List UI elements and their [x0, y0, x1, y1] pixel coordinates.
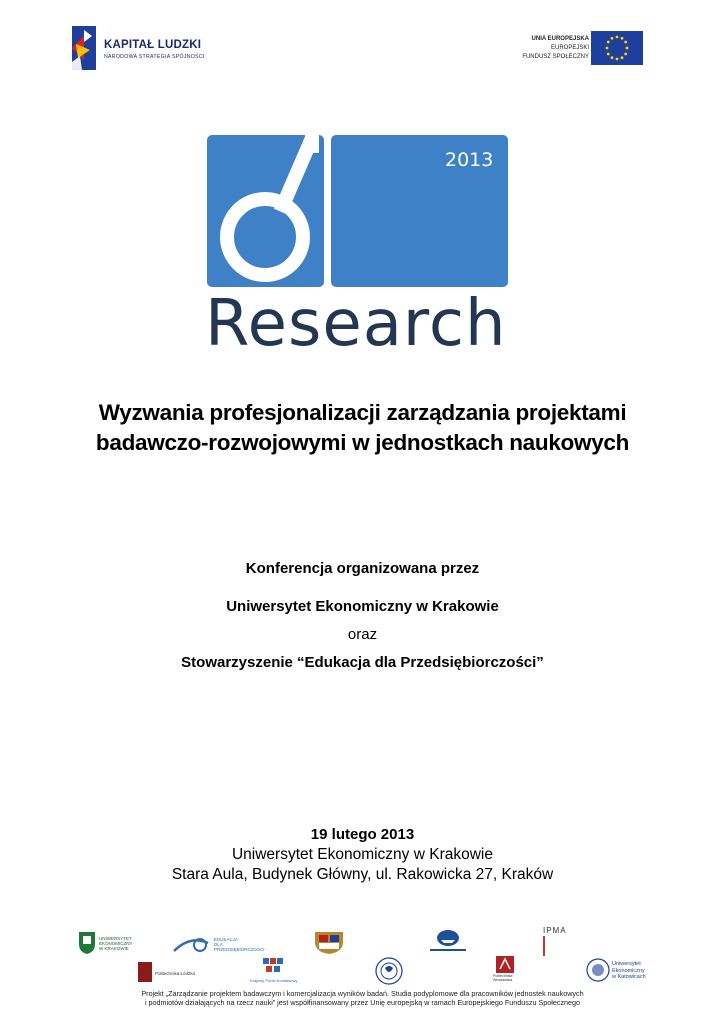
edukacja-line-3: PRZEDSIĘBIORCZOŚCI — [214, 947, 265, 952]
edukacja-logo — [172, 933, 265, 955]
title-line-2: badawczo-rozwojowymi w jednostkach naukowych — [95, 430, 630, 455]
footer-note — [80, 990, 645, 1007]
event-date: 19 lutego 2013 — [310, 826, 415, 843]
politechnika-wroclawska-logo — [493, 956, 519, 984]
ipma-bar-icon — [543, 936, 545, 956]
pl-emblem-icon — [138, 962, 152, 982]
event-host: Uniwersytet Ekonomiczny w Krakowie — [231, 846, 493, 863]
eu-flag-icon — [591, 31, 643, 65]
uek-line-1: UNIWERSYTET — [99, 936, 132, 941]
document-title — [40, 398, 685, 458]
ship-emblem-icon — [436, 929, 460, 947]
uekat-line-3: w Katowicach — [612, 974, 646, 980]
title-line-1: Wyzwania profesjonalizacji zarządzania projektami — [98, 400, 627, 425]
uek-logo — [78, 930, 148, 956]
maritime-logo — [430, 929, 466, 955]
eu-line2: EUROPEJSKI — [550, 45, 589, 51]
ipma-title: IPMA — [543, 926, 567, 935]
pl-label: Politechnika Łódzka — [155, 971, 196, 976]
ipma-logo — [543, 926, 579, 956]
ue-katowice-logo — [586, 958, 650, 984]
kapital-ludzki-logo — [70, 26, 210, 70]
organizer-conjunction: oraz — [347, 626, 378, 643]
edukacja-line-2: DLA — [214, 942, 223, 947]
edukacja-swoosh-icon — [172, 933, 210, 955]
university-seal-icon — [374, 956, 404, 986]
research-year: 2013 — [445, 149, 494, 171]
ue-katowice-seal-icon — [586, 958, 610, 982]
kpk-label: Krajowy Punkt Kontaktowy — [250, 978, 298, 983]
politechnika-lodzka-logo — [138, 962, 198, 984]
organizer-second: Stowarzyszenie “Edukacja dla Przedsiębiorczości” — [181, 654, 544, 671]
organizer-first: Uniwersytet Ekonomiczny w Krakowie — [226, 598, 499, 615]
uek-crest-icon — [78, 930, 96, 954]
maritime-underline — [430, 949, 466, 951]
uek-line-3: W KRAKOWIE — [99, 946, 129, 951]
pwr-emblem-icon — [496, 956, 514, 973]
eu-line1: UNIA EUROPEJSKA — [531, 36, 589, 42]
organizers-intro: Konferencja organizowana przez — [245, 560, 480, 577]
krajowy-punkt-logo — [250, 957, 296, 987]
edukacja-line-1: EDUKACJA — [214, 937, 239, 942]
kpk-puzzle-icon — [262, 957, 284, 975]
kapital-ludzki-title: KAPITAŁ LUDZKI — [104, 39, 202, 51]
university-crest-icon — [313, 930, 345, 954]
eu-text — [522, 35, 589, 62]
uek-line-2: EKONOMICZNY — [99, 941, 133, 946]
uekat-line-1: Uniwersytet — [612, 961, 641, 967]
footer-line-2: i podmiotów działających na rzecz nauki” jest współfinansowany przez Unię europejską w ramach Europejskiego Funduszu Społecznego — [144, 997, 581, 1007]
event-address: Stara Aula, Budynek Główny, ul. Rakowicka 27, Kraków — [171, 866, 554, 883]
footer-line-1: Projekt „Zarządzanie projektem badawczym i komercjalizacja wyników badań. Studia podyplomowe dla pracowników jednostek naukowych — [141, 989, 584, 998]
kapital-ludzki-icon — [70, 26, 98, 70]
eu-logo — [505, 31, 643, 67]
eu-line3: FUNDUSZ SPOŁECZNY — [522, 54, 589, 60]
pwr-line-2: Wrocławska — [493, 978, 513, 982]
pwr-line-1: Politechnika — [493, 974, 513, 978]
research-wordmark: Research — [205, 287, 507, 361]
kapital-ludzki-subtitle: NARODOWA STRATEGIA SPÓJNOŚCI — [104, 54, 205, 60]
uekat-line-2: Ekonomiczny — [612, 967, 645, 974]
